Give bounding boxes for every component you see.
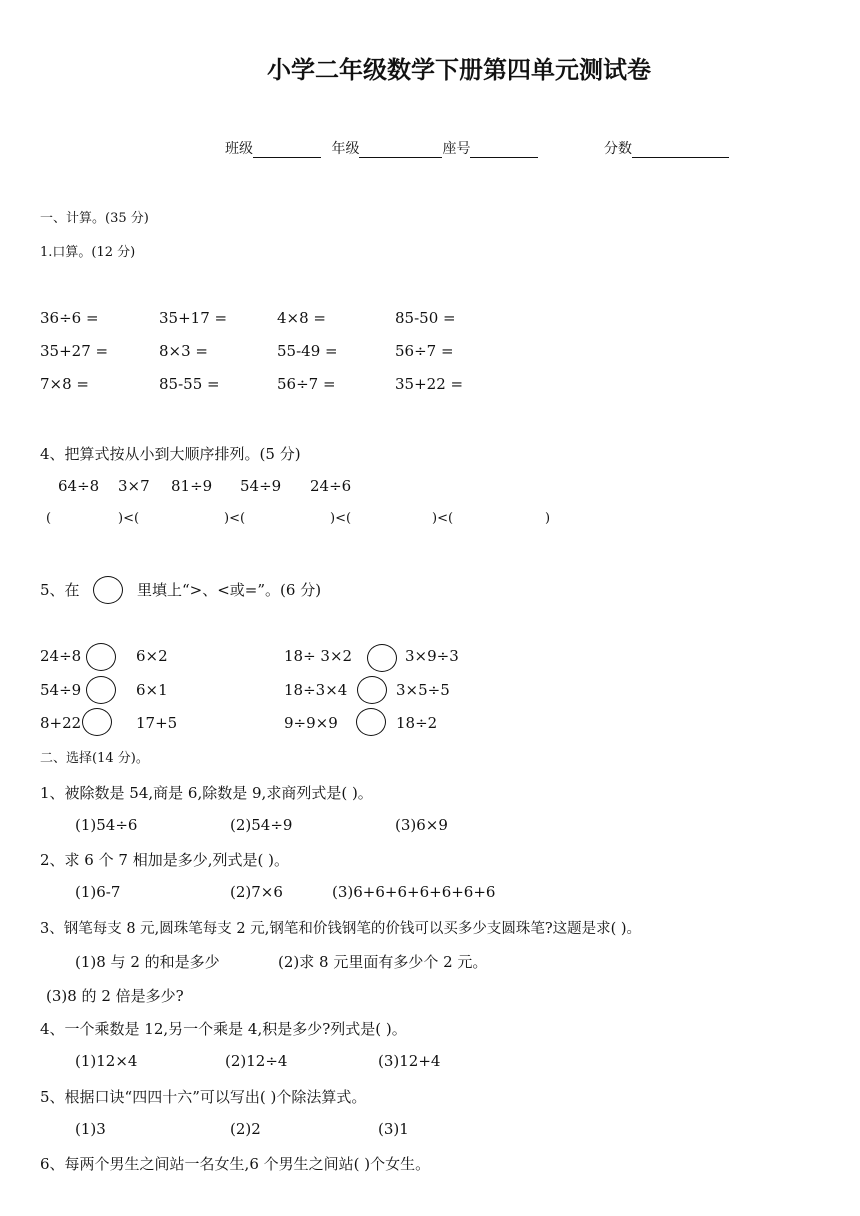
compare-right: 6×1 [136,681,168,699]
grade-blank[interactable] [359,142,442,158]
choice-option[interactable]: (1)6-7 [75,883,121,901]
choice-option[interactable]: (1)54÷6 [75,816,138,834]
score-blank[interactable] [632,142,729,158]
compare-question-prefix: 5、在 [40,581,80,599]
oral-item: 56÷7 = [277,375,336,393]
expr-item: 54÷9 [240,477,282,495]
choice-question: 1、被除数是 54,商是 6,除数是 9,求商列式是( )。 [40,784,373,802]
choice-question: 6、每两个男生之间站一名女生,6 个男生之间站( )个女生。 [40,1155,431,1173]
compare-right: 17+5 [136,714,178,732]
answer-circle[interactable] [82,708,112,736]
answer-circle[interactable] [367,644,397,672]
compare-left: 9÷9×9 [284,714,338,732]
choice-option[interactable]: (2)7×6 [230,883,283,901]
order-blank: )<( [224,511,246,526]
choice-option[interactable]: (1)3 [75,1120,106,1138]
choice-option[interactable]: (3)1 [378,1120,409,1138]
ordering-question: 4、把算式按从小到大顺序排列。(5 分) [40,445,301,463]
score-row [604,138,729,158]
grade-label: 年级 [331,141,360,157]
expr-item: 24÷6 [310,477,352,495]
compare-right: 3×5÷5 [396,681,450,699]
compare-left: 8+22 [40,714,82,732]
oral-item: 55-49 = [277,342,338,360]
section2-heading: 二、选择(14 分)。 [40,751,149,766]
expr-item: 81÷9 [171,477,213,495]
seat-blank[interactable] [470,142,538,158]
compare-left: 54÷9 [40,681,82,699]
choice-option[interactable]: (3)8 的 2 倍是多少? [46,987,184,1005]
choice-option[interactable]: (2)2 [230,1120,261,1138]
oral-item: 4×8 = [277,309,326,327]
order-blank: ( [46,511,52,526]
compare-right: 18÷2 [396,714,438,732]
compare-left: 18÷3×4 [284,681,348,699]
choice-option[interactable]: (1)12×4 [75,1052,138,1070]
page-title: 小学二年级数学下册第四单元测试卷 [267,55,651,84]
choice-option[interactable]: (2)12÷4 [225,1052,288,1070]
oral-item: 35+27 = [40,342,109,360]
order-blank: ) [545,511,551,526]
order-blank: )<( [118,511,140,526]
compare-left: 18÷ 3×2 [284,647,353,665]
oral-item: 36÷6 = [40,309,99,327]
oral-item: 35+22 = [395,375,464,393]
class-blank[interactable] [253,142,321,158]
oral-item: 85-55 = [159,375,220,393]
choice-question: 3、钢笔每支 8 元,圆珠笔每支 2 元,钢笔和价钱钢笔的价钱可以买多少支圆珠笔?这题是求( )。 [40,921,642,937]
seat-label: 座号 [442,141,471,157]
student-info-row [225,138,538,158]
choice-question: 2、求 6 个 7 相加是多少,列式是( )。 [40,851,289,869]
class-label: 班级 [225,141,253,157]
choice-option[interactable]: (3)6×9 [395,816,448,834]
choice-option[interactable]: (3)6+6+6+6+6+6+6 [332,883,496,901]
choice-question: 4、一个乘数是 12,另一个乘是 4,积是多少?列式是( )。 [40,1020,407,1038]
choice-option[interactable]: (2)54÷9 [230,816,293,834]
choice-option[interactable]: (3)12+4 [378,1052,441,1070]
answer-circle[interactable] [356,708,386,736]
choice-question: 5、根据口诀“四四十六”可以写出( )个除法算式。 [40,1088,367,1106]
section1-heading: 一、计算。(35 分) [40,211,149,226]
oral-calc-heading: 1.口算。(12 分) [40,245,136,260]
answer-circle[interactable] [86,676,116,704]
oral-item: 8×3 = [159,342,208,360]
circle-icon [93,576,123,604]
oral-item: 35+17 = [159,309,228,327]
expr-item: 64÷8 [58,477,100,495]
order-blank: )<( [432,511,454,526]
compare-right: 3×9÷3 [405,647,459,665]
score-label: 分数 [604,141,632,157]
answer-circle[interactable] [86,643,116,671]
compare-question-suffix: 里填上“>、<或=”。(6 分) [137,581,322,599]
oral-item: 7×8 = [40,375,89,393]
expr-item: 3×7 [118,477,150,495]
compare-left: 24÷8 [40,647,82,665]
choice-option[interactable]: (1)8 与 2 的和是多少 [75,953,220,971]
order-blank: )<( [330,511,352,526]
compare-right: 6×2 [136,647,168,665]
answer-circle[interactable] [357,676,387,704]
oral-item: 85-50 = [395,309,456,327]
oral-item: 56÷7 = [395,342,454,360]
choice-option[interactable]: (2)求 8 元里面有多少个 2 元。 [278,953,488,971]
